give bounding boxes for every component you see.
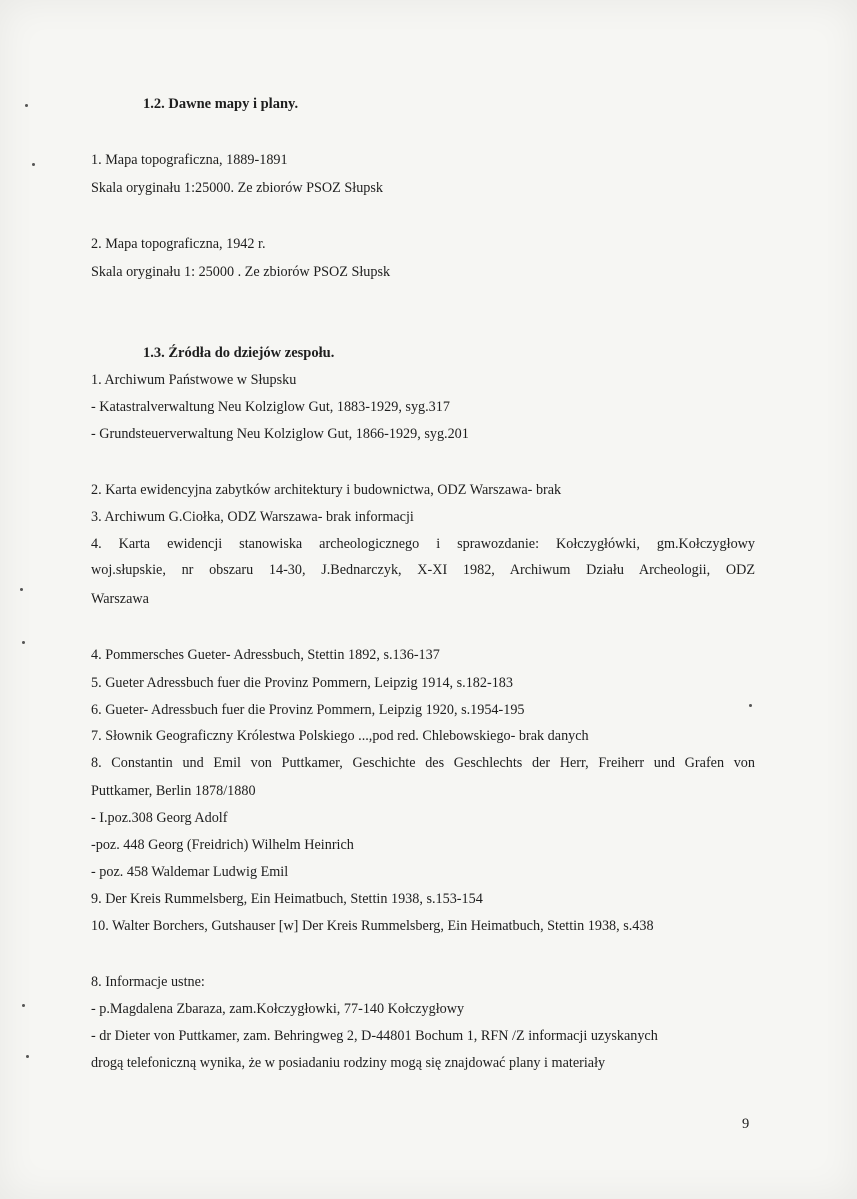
source-line: -poz. 448 Georg (Freidrich) Wilhelm Heinrich <box>91 837 354 853</box>
scan-speck <box>20 588 23 591</box>
map-item-1-description: Skala oryginału 1:25000. Ze zbiorów PSOZ Słupsk <box>91 180 384 196</box>
scan-speck <box>26 1055 29 1058</box>
source-line: drogą telefoniczną wynika, że w posiadaniu rodziny mogą się znajdować plany i materiały <box>91 1055 606 1071</box>
source-line: - Katastralverwaltung Neu Kolziglow Gut, 1883-1929, syg.317 <box>91 399 450 415</box>
source-line: - dr Dieter von Puttkamer, zam. Behringweg 2, D-44801 Bochum 1, RFN /Z informacji uzyskanych <box>91 1028 658 1044</box>
source-line: 4. Pommersches Gueter- Adressbuch, Stettin 1892, s.136-137 <box>91 647 440 663</box>
source-line: 1. Archiwum Państwowe w Słupsku <box>91 372 297 388</box>
source-line: Puttkamer, Berlin 1878/1880 <box>91 783 256 799</box>
source-line: 8. Informacje ustne: <box>91 974 205 990</box>
source-line: 9. Der Kreis Rummelsberg, Ein Heimatbuch, Stettin 1938, s.153-154 <box>91 891 483 907</box>
source-line: - Grundsteuerverwaltung Neu Kolziglow Gut, 1866-1929, syg.201 <box>91 426 469 442</box>
scan-speck <box>22 1004 25 1007</box>
page-number: 9 <box>742 1116 750 1132</box>
source-line: 6. Gueter- Adressbuch fuer die Provinz Pommern, Leipzig 1920, s.1954-195 <box>91 702 525 718</box>
map-item-2-description: Skala oryginału 1: 25000 . Ze zbiorów PSOZ Słupsk <box>91 264 391 280</box>
source-line: - poz. 458 Waldemar Ludwig Emil <box>91 864 289 880</box>
source-line: Warszawa <box>91 591 149 607</box>
section-heading-old-maps: 1.2. Dawne mapy i plany. <box>143 96 299 112</box>
scan-speck <box>749 704 752 707</box>
source-line: 2. Karta ewidencyjna zabytków architektury i budownictwa, ODZ Warszawa- brak <box>91 482 562 498</box>
source-line: 3. Archiwum G.Ciołka, ODZ Warszawa- brak informacji <box>91 509 414 525</box>
scan-speck <box>25 104 28 107</box>
source-line: woj.słupskie, nr obszaru 14-30, J.Bednarczyk, X-XI 1982, Archiwum Działu Archeologii, ODZ <box>91 562 755 578</box>
source-line: - I.poz.308 Georg Adolf <box>91 810 228 826</box>
source-line: 8. Constantin und Emil von Puttkamer, Geschichte des Geschlechts der Herr, Freiherr und Grafen von <box>91 755 755 771</box>
source-line: 7. Słownik Geograficzny Królestwa Polskiego ...,pod red. Chlebowskiego- brak danych <box>91 728 589 744</box>
source-line: 5. Gueter Adressbuch fuer die Provinz Pommern, Leipzig 1914, s.182-183 <box>91 675 513 691</box>
source-line: 10. Walter Borchers, Gutshauser [w] Der Kreis Rummelsberg, Ein Heimatbuch, Stettin 1938, s.438 <box>91 918 654 934</box>
source-line: - p.Magdalena Zbaraza, zam.Kołczygłowki, 77-140 Kołczygłowy <box>91 1001 465 1017</box>
source-line: 4. Karta ewidencji stanowiska archeologicznego i sprawozdanie: Kołczygłówki, gm.Kołczygłowy <box>91 536 755 552</box>
scan-speck <box>22 641 25 644</box>
map-item-2-title: 2. Mapa topograficzna, 1942 r. <box>91 236 266 252</box>
scan-speck <box>32 163 35 166</box>
section-heading-sources: 1.3. Źródła do dziejów zespołu. <box>143 345 335 361</box>
map-item-1-title: 1. Mapa topograficzna, 1889-1891 <box>91 152 288 168</box>
